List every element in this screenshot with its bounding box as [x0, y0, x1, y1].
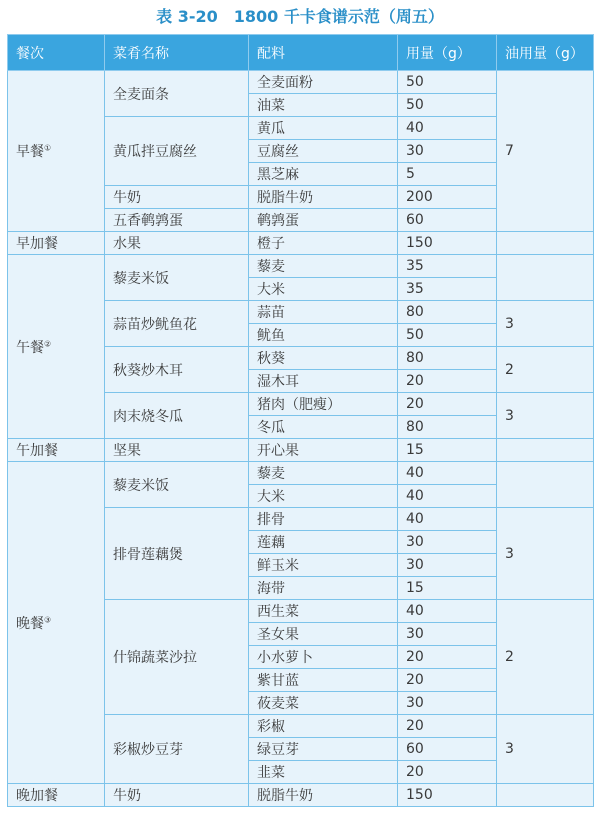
table-row: [8, 71, 594, 94]
oil-cell: [497, 255, 594, 301]
dish-cell: 牛奶: [105, 186, 249, 209]
table-row: [8, 462, 594, 485]
ingredient-cell: 莜麦菜: [249, 692, 398, 715]
amount-cell: 150: [398, 232, 497, 255]
amount-cell: 5: [398, 163, 497, 186]
oil-cell: [497, 462, 594, 508]
ingredient-cell: 绿豆芽: [249, 738, 398, 761]
amount-cell: 20: [398, 715, 497, 738]
amount-cell: 15: [398, 439, 497, 462]
amount-cell: 60: [398, 209, 497, 232]
ingredient-cell: 冬瓜: [249, 416, 398, 439]
ingredient-cell: 鲜玉米: [249, 554, 398, 577]
amount-cell: 40: [398, 117, 497, 140]
oil-cell: 3: [497, 393, 594, 439]
amount-cell: 40: [398, 600, 497, 623]
header-meal: 餐次: [8, 35, 105, 71]
dish-cell: 坚果: [105, 439, 249, 462]
dish-cell: 水果: [105, 232, 249, 255]
ingredient-cell: 鹌鹑蛋: [249, 209, 398, 232]
ingredient-cell: 鱿鱼: [249, 324, 398, 347]
header-dish: 菜肴名称: [105, 35, 249, 71]
amount-cell: 50: [398, 324, 497, 347]
ingredient-cell: 圣女果: [249, 623, 398, 646]
amount-cell: 30: [398, 554, 497, 577]
meal-label: 午餐: [16, 339, 44, 356]
dish-cell: 五香鹌鹑蛋: [105, 209, 249, 232]
table-row: [8, 255, 594, 278]
ingredient-cell: 彩椒: [249, 715, 398, 738]
amount-cell: 20: [398, 370, 497, 393]
ingredient-cell: 藜麦: [249, 255, 398, 278]
dish-cell: 排骨莲藕煲: [105, 508, 249, 600]
ingredient-cell: 脱脂牛奶: [249, 784, 398, 807]
ingredient-cell: 紫甘蓝: [249, 669, 398, 692]
amount-cell: 20: [398, 669, 497, 692]
meal-cell: [8, 255, 105, 439]
table-row: [8, 232, 594, 255]
header-amount: 用量（g）: [398, 35, 497, 71]
footnote-mark: ②: [44, 338, 52, 348]
dish-cell: 肉末烧冬瓜: [105, 393, 249, 439]
ingredient-cell: 大米: [249, 485, 398, 508]
oil-cell: 3: [497, 508, 594, 600]
meal-cell: [8, 462, 105, 784]
amount-cell: 80: [398, 301, 497, 324]
amount-cell: 15: [398, 577, 497, 600]
oil-cell: [497, 784, 594, 807]
amount-cell: 20: [398, 646, 497, 669]
oil-cell: 3: [497, 301, 594, 347]
meal-cell: [8, 71, 105, 232]
dish-cell: 黄瓜拌豆腐丝: [105, 117, 249, 186]
ingredient-cell: 海带: [249, 577, 398, 600]
ingredient-cell: 秋葵: [249, 347, 398, 370]
oil-cell: [497, 232, 594, 255]
oil-cell: 7: [497, 71, 594, 232]
table-row: [8, 439, 594, 462]
header-ingredient: 配料: [249, 35, 398, 71]
meal-cell: 午加餐: [8, 439, 105, 462]
amount-cell: 40: [398, 508, 497, 531]
amount-cell: 40: [398, 485, 497, 508]
oil-cell: 2: [497, 600, 594, 715]
ingredient-cell: 韭菜: [249, 761, 398, 784]
amount-cell: 80: [398, 347, 497, 370]
oil-cell: 3: [497, 715, 594, 784]
ingredient-cell: 橙子: [249, 232, 398, 255]
ingredient-cell: 猪肉（肥瘦）: [249, 393, 398, 416]
ingredient-cell: 黑芝麻: [249, 163, 398, 186]
meal-label: 晚餐: [16, 615, 44, 632]
ingredient-cell: 豆腐丝: [249, 140, 398, 163]
amount-cell: 40: [398, 462, 497, 485]
amount-cell: 30: [398, 623, 497, 646]
ingredient-cell: 脱脂牛奶: [249, 186, 398, 209]
dish-cell: 藜麦米饭: [105, 462, 249, 508]
header-oil: 油用量（g）: [497, 35, 594, 71]
table-title: 表 3-20 1800 千卡食谱示范（周五）: [156, 7, 444, 26]
ingredient-cell: 开心果: [249, 439, 398, 462]
ingredient-cell: 全麦面粉: [249, 71, 398, 94]
ingredient-cell: 蒜苗: [249, 301, 398, 324]
amount-cell: 30: [398, 531, 497, 554]
amount-cell: 50: [398, 94, 497, 117]
footnote-mark: ③: [44, 614, 52, 624]
amount-cell: 20: [398, 761, 497, 784]
amount-cell: 20: [398, 393, 497, 416]
amount-cell: 30: [398, 140, 497, 163]
ingredient-cell: 莲藕: [249, 531, 398, 554]
amount-cell: 150: [398, 784, 497, 807]
footnote-mark: ①: [44, 143, 52, 153]
amount-cell: 200: [398, 186, 497, 209]
ingredient-cell: 大米: [249, 278, 398, 301]
ingredient-cell: 小水萝卜: [249, 646, 398, 669]
meal-cell: 早加餐: [8, 232, 105, 255]
dish-cell: 蒜苗炒鱿鱼花: [105, 301, 249, 347]
oil-cell: [497, 439, 594, 462]
amount-cell: 30: [398, 692, 497, 715]
amount-cell: 50: [398, 71, 497, 94]
meal-label: 早餐: [16, 144, 44, 160]
table-row: [8, 784, 594, 807]
dish-cell: 藜麦米饭: [105, 255, 249, 301]
amount-cell: 60: [398, 738, 497, 761]
ingredient-cell: 油菜: [249, 94, 398, 117]
amount-cell: 35: [398, 255, 497, 278]
ingredient-cell: 西生菜: [249, 600, 398, 623]
ingredient-cell: 藜麦: [249, 462, 398, 485]
ingredient-cell: 黄瓜: [249, 117, 398, 140]
header-row: [8, 35, 594, 71]
meal-cell: 晚加餐: [8, 784, 105, 807]
ingredient-cell: 湿木耳: [249, 370, 398, 393]
ingredient-cell: 排骨: [249, 508, 398, 531]
dish-cell: 什锦蔬菜沙拉: [105, 600, 249, 715]
amount-cell: 35: [398, 278, 497, 301]
oil-cell: 2: [497, 347, 594, 393]
amount-cell: 80: [398, 416, 497, 439]
dish-cell: 全麦面条: [105, 71, 249, 117]
dish-cell: 牛奶: [105, 784, 249, 807]
menu-table: [7, 34, 594, 807]
dish-cell: 秋葵炒木耳: [105, 347, 249, 393]
dish-cell: 彩椒炒豆芽: [105, 715, 249, 784]
